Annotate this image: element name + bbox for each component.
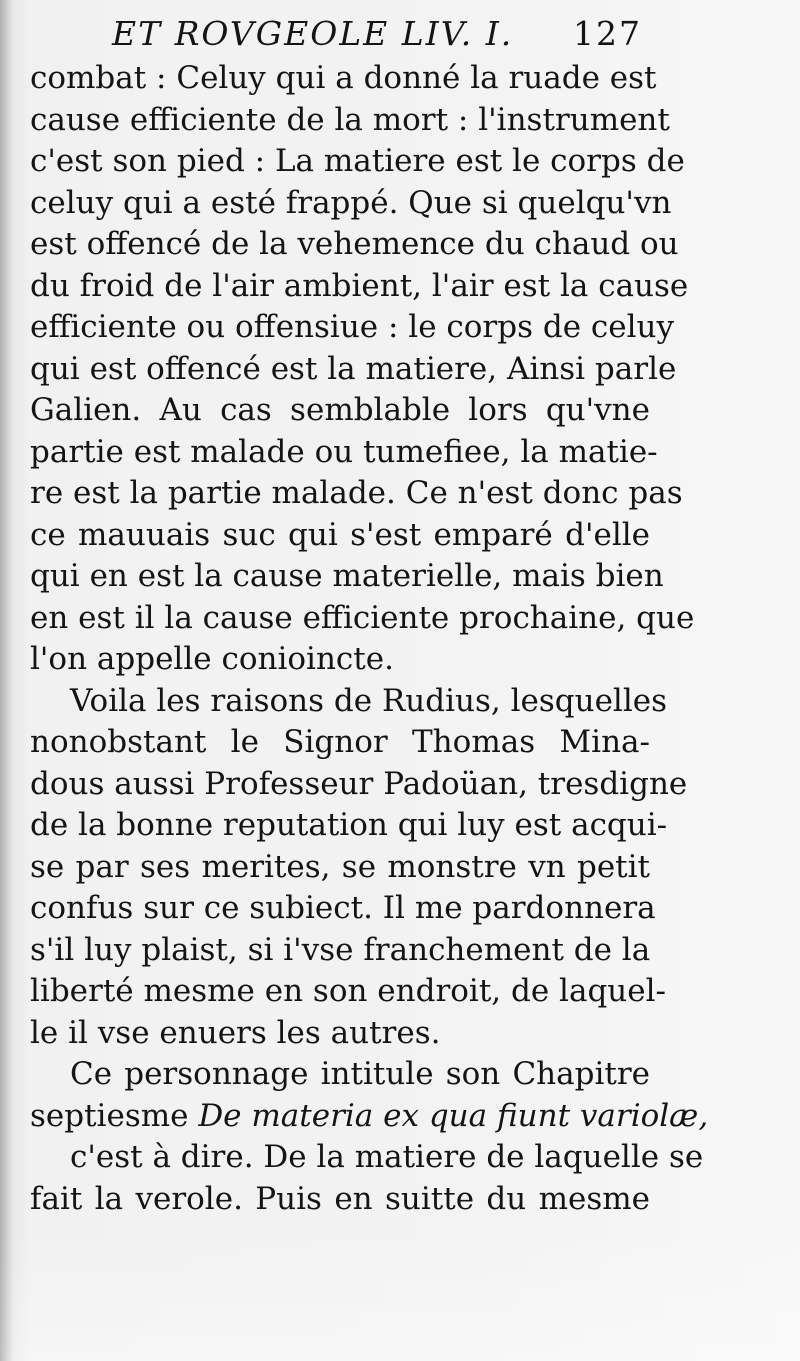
text-line: se par ses merites, se monstre vn petit [30,848,650,885]
running-head [112,14,642,58]
text-line [30,1096,709,1138]
running-title: ET ROVGEOLE LIV. I. [112,14,514,53]
latin-title: De materia ex qua fiunt variolæ, [198,1097,709,1134]
text-line: c'est son pied : La matiere est le corps de [30,143,685,179]
text-line: nonobstant le Signor Thomas Mina- [30,724,650,760]
text-line: cause efficiente de la mort : l'instrument [30,101,670,138]
text-line: partie est malade ou tumefiee, la matie- [30,433,658,470]
text-line: Ce personnage intitule son Chapitre [70,1056,650,1092]
body-text [30,58,709,1220]
text-line: du froid de l'air ambient, l'air est la cause [30,267,689,304]
text-line: Voila les raisons de Rudius, lesquelles [70,682,668,719]
text-line: en est il la cause efficiente prochaine, que [30,599,695,636]
text-line: dous aussi Professeur Padoüan, tresdigne [30,765,688,802]
text-line: efficiente ou offensiue : le corps de celuy [30,309,675,345]
text-line: c'est à dire. De la matiere de laquelle se [70,1139,704,1175]
text-line: Galien. Au cas semblable lors qu'vne [30,392,650,428]
text-line: est offencé de la vehemence du chaud ou [30,226,679,262]
text-line: re est la partie malade. Ce n'est donc pas [30,475,683,511]
text-line: ce mauuais suc qui s'est emparé d'elle [30,516,650,553]
text-line: s'il luy plaist, si i'vse franchement de la [30,931,651,968]
text-line: qui en est la cause materielle, mais bien [30,558,664,594]
text-line: combat : Celuy qui a donné la ruade est [30,60,657,96]
page-number: 127 [573,14,642,53]
text-line: confus sur ce subiect. Il me pardonnera [30,890,656,926]
text-line: le il vse enuers les autres. [30,1014,441,1051]
text-line: fait la verole. Puis en suitte du mesme [30,1180,650,1217]
text-line: l'on appelle conioincte. [30,641,394,677]
text-segment: septiesme [30,1097,189,1134]
text-line: celuy qui a esté frappé. Que si quelqu'vn [30,184,672,221]
text-line: liberté mesme en son endroit, de laquel- [30,973,666,1009]
text-line: de la bonne reputation qui luy est acqui- [30,807,668,843]
bottom-margin [0,1225,800,1361]
text-line: qui est offencé est la matiere, Ainsi parle [30,350,677,387]
